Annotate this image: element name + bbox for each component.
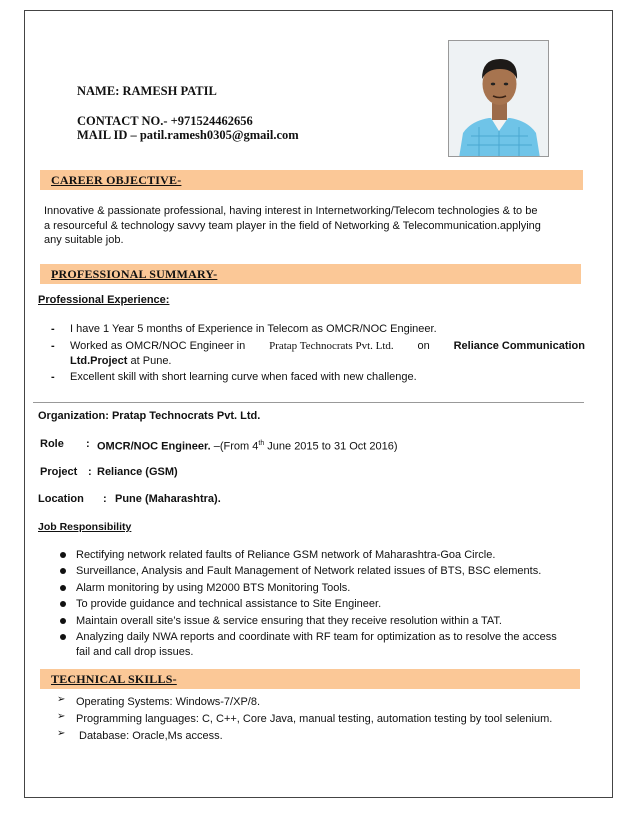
location-value: Pune (Maharashtra). [115,493,221,505]
list-item-cont: fail and call drop issues. [76,646,194,658]
mail-value[interactable]: patil.ramesh0305@gmail.com [139,128,299,142]
bullet-icon [60,601,66,607]
list-item: To provide guidance and technical assistance to Site Engineer. [76,598,382,610]
career-line: a resourceful & technology savvy team player in the field of Networking & Telecommunication.applying [44,219,541,232]
technical-skills-heading: TECHNICAL SKILLS- [51,672,177,686]
bullet-icon [60,585,66,591]
list-item: Alarm monitoring by using M2000 BTS Monitoring Tools. [76,582,351,594]
location-colon: : [103,493,107,505]
name-line [77,84,217,99]
list-item: Rectifying network related faults of Reliance GSM network of Maharashtra-Goa Circle. [76,549,496,561]
career-line: Innovative & passionate professional, having interest in Internetworking/Telecom technologies & to be [44,205,538,217]
bullet-icon [60,618,66,624]
role-sup: th [258,440,265,447]
career-objective-heading: CAREER OBJECTIVE- [51,173,182,187]
section-divider [33,402,584,403]
arrow-bullet-icon: ➢ [57,711,66,722]
contact-label: CONTACT NO.- [77,114,168,128]
role-line [40,437,580,452]
profile-photo [448,40,549,157]
name-label: NAME: [77,84,120,98]
project-colon: : [88,466,92,478]
client-name: Reliance Communication [453,340,585,352]
role-colon: : [86,438,90,450]
location-line [38,492,578,507]
project-line [40,465,580,480]
experience-text: I have 1 Year 5 months of Experience in Telecom as OMCR/NOC Engineer. [70,323,437,335]
organization-line [38,409,260,424]
mail-label: MAIL ID – [77,128,137,142]
skill-item: Programming languages: C, C++, Core Java, manual testing, automation testing by tool selenium. [76,713,553,725]
location-label: Location [38,493,84,505]
arrow-bullet-icon: ➢ [57,694,66,705]
experience-text: Excellent skill with short learning curve when faced with new challenge. [70,371,417,383]
dash-bullet: - [51,340,55,352]
professional-experience-subtitle: Professional Experience: [38,294,170,306]
skill-item: Operating Systems: Windows-7/XP/8. [76,696,261,708]
skill-item: Database: Oracle,Ms access. [79,730,223,742]
list-item: Surveillance, Analysis and Fault Management of Network related issues of BTS, BSC elements. [76,565,542,577]
career-line: any suitable job. [44,234,124,246]
organization-value: Pratap Technocrats Pvt. Ltd. [111,410,261,422]
experience-text-cont [70,354,172,368]
name-value: RAMESH PATIL [122,84,217,98]
professional-summary-heading: PROFESSIONAL SUMMARY- [51,267,218,281]
dash-bullet: - [51,323,55,335]
organization-label: Organization: [38,410,109,422]
list-item: Analyzing daily NWA reports and coordinate with RF team for optimization as to resolve the access [76,631,557,643]
role-from: –(From 4 [213,440,259,453]
role-label: Role [40,438,64,450]
company-name: Pratap Technocrats Pvt. Ltd. [269,340,394,352]
bullet-icon [60,552,66,558]
role-value-group [97,437,398,454]
role-value: OMCR/NOC Engineer. [97,440,211,453]
experience-text [70,339,585,353]
career-objective-text [44,204,541,248]
experience-text-part: at Pune. [130,355,172,367]
contact-line [77,114,253,129]
experience-text-part: Worked as OMCR/NOC Engineer in [70,340,246,352]
bullet-icon [60,634,66,640]
job-responsibility-title: Job Responsibility [38,521,132,533]
project-label: Project [40,466,78,478]
list-item: Maintain overall site’s issue & service ensuring that they receive resolution within a TAT. [76,615,502,627]
project-value: Reliance (GSM) [97,466,178,478]
bullet-icon [60,568,66,574]
client-name-cont: Ltd.Project [70,355,128,367]
mail-line [77,128,299,143]
arrow-bullet-icon: ➢ [57,728,66,739]
contact-value: +971524462656 [170,114,253,128]
experience-text-part: on [417,340,430,352]
dash-bullet: - [51,371,55,383]
profile-photo-illustration [449,41,549,157]
role-to: June 2015 to 31 Oct 2016) [267,440,398,453]
